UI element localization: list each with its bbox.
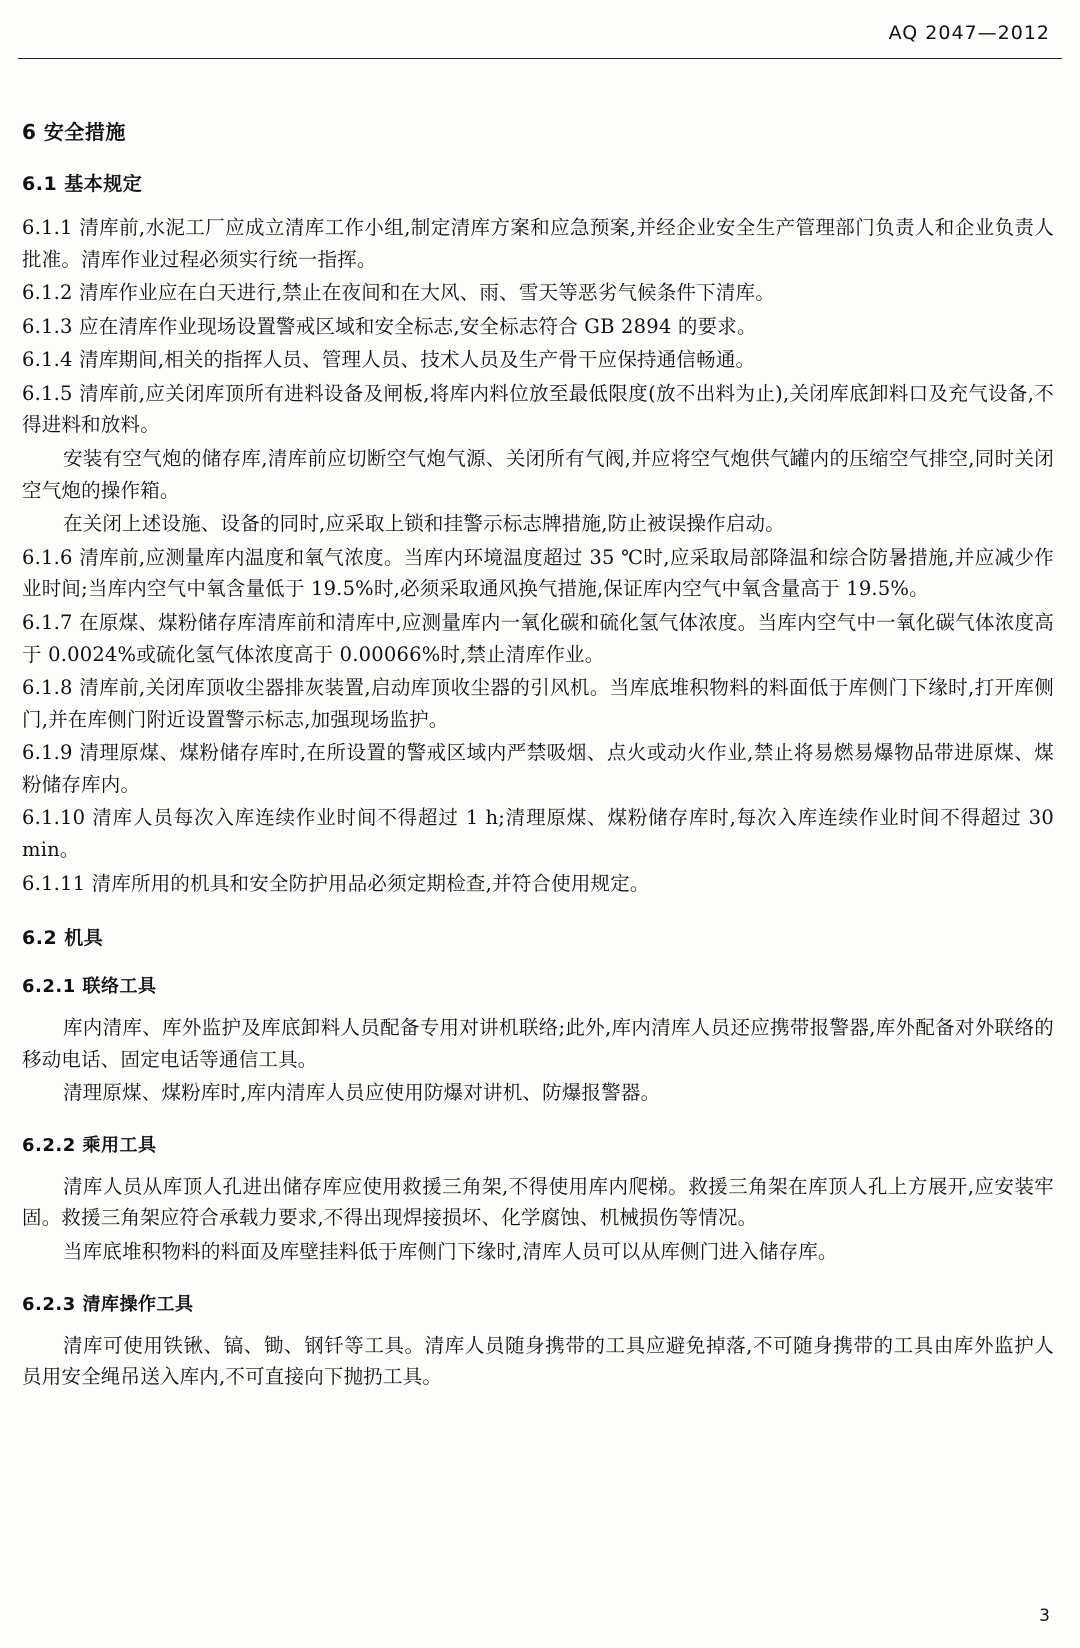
clause-6-1-11: 6.1.11 清库所用的机具和安全防护用品必须定期检查,并符合使用规定。 — [22, 871, 650, 895]
clause-6-2-3-para-1: 清库可使用铁锹、镐、锄、钢钎等工具。清库人员随身携带的工具应避免掉落,不可随身携带的工具由库外监护人员用安全绳吊送入库内,不可直接向下抛扔工具。 — [22, 1333, 1054, 1389]
section-heading-6-1: 6.1 基本规定 — [22, 173, 143, 195]
clause-6-1-4: 6.1.4 清库期间,相关的指挥人员、管理人员、技术人员及生产骨干应保持通信畅通。 — [22, 348, 756, 372]
clause-6-2-2-para-1: 清库人员从库顶人孔进出储存库应使用救援三角架,不得使用库内爬梯。救援三角架在库顶人孔上方展开,应安装牢固。救援三角架应符合承载力要求,不得出现焊接损坏、化学腐蚀、机械损伤等情况。 — [22, 1174, 1054, 1230]
clause-6-1-1: 6.1.1 清库前,水泥工厂应成立清库工作小组,制定清库方案和应急预案,并经企业安全生产管理部门负责人和企业负责人批准。清库作业过程必须实行统一指挥。 — [22, 216, 1054, 271]
clause-6-1-6: 6.1.6 清库前,应测量库内温度和氧气浓度。当库内环境温度超过 35 ℃时,应采取局部降温和综合防暑措施,并应减少作业时间;当库内空气中氧含量低于 19.5%时,必须采取通风换气措施,保证库内空气中氧含量高于 19.5%。 — [22, 545, 1054, 601]
clause-6-1-10: 6.1.10 清库人员每次入库连续作业时间不得超过 1 h;清理原煤、煤粉储存库时,每次入库连续作业时间不得超过 30 min。 — [22, 806, 1054, 861]
clause-6-2-2-para-2: 当库底堆积物料的料面及库壁挂料低于库侧门下缘时,清库人员可以从库侧门进入储存库。 — [62, 1240, 838, 1264]
clause-6-1-9: 6.1.9 清理原煤、煤粉储存库时,在所设置的警戒区域内严禁吸烟、点火或动火作业,禁止将易燃易爆物品带进原煤、煤粉储存库内。 — [22, 741, 1054, 796]
page-content — [22, 96, 1054, 1395]
clause-6-1-5: 6.1.5 清库前,应关闭库顶所有进料设备及闸板,将库内料位放至最低限度(放不出料为止),关闭库底卸料口及充气设备,不得进料和放料。 — [22, 381, 1054, 437]
section-heading-6-2-2: 6.2.2 乘用工具 — [22, 1134, 157, 1156]
clause-6-1-5-para-2: 安装有空气炮的储存库,清库前应切断空气炮气源、关闭所有气阀,并应将空气炮供气罐内的压缩空气排空,同时关闭空气炮的操作箱。 — [22, 447, 1054, 502]
section-heading-6-2-3: 6.2.3 清库操作工具 — [22, 1293, 194, 1315]
clause-6-1-7: 6.1.7 在原煤、煤粉储存库清库前和清库中,应测量库内一氧化碳和硫化氢气体浓度。当库内空气中一氧化碳气体浓度高于 0.0024%或硫化氢气体浓度高于 0.00066%时,禁止清库作业。 — [22, 610, 1054, 666]
page-number: 3 — [1039, 1606, 1050, 1626]
clause-6-1-2: 6.1.2 清库作业应在白天进行,禁止在夜间和在大风、雨、雪天等恶劣气候条件下清库。 — [22, 281, 775, 305]
clause-6-1-3: 6.1.3 应在清库作业现场设置警戒区域和安全标志,安全标志符合 GB 2894 的要求。 — [22, 314, 757, 338]
header-divider — [18, 58, 1062, 59]
section-heading-6: 6 安全措施 — [22, 120, 126, 144]
section-heading-6-2: 6.2 机具 — [22, 927, 104, 950]
clause-6-2-1-para-1: 库内清库、库外监护及库底卸料人员配备专用对讲机联络;此外,库内清库人员还应携带报警器,库外配备对外联络的移动电话、固定电话等通信工具。 — [22, 1016, 1054, 1071]
clause-6-1-8: 6.1.8 清库前,关闭库顶收尘器排灰装置,启动库顶收尘器的引风机。当库底堆积物料的料面低于库侧门下缘时,打开库侧门,并在库侧门附近设置警示标志,加强现场监护。 — [22, 676, 1054, 731]
clause-6-1-5-para-3: 在关闭上述设施、设备的同时,应采取上锁和挂警示标志牌措施,防止被误操作启动。 — [62, 512, 785, 536]
page-header-standard-code: AQ 2047—2012 — [888, 22, 1050, 44]
section-heading-6-2-1: 6.2.1 联络工具 — [22, 976, 157, 998]
clause-6-2-1-para-2: 清理原煤、煤粉库时,库内清库人员应使用防爆对讲机、防爆报警器。 — [62, 1081, 661, 1105]
